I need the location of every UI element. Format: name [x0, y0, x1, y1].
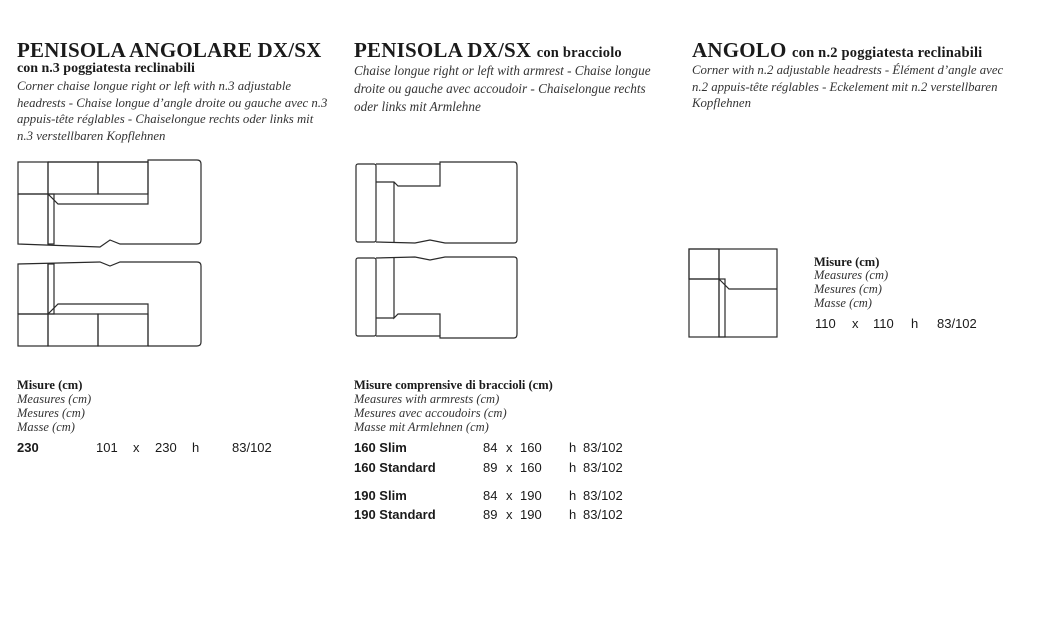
width-value: 89 [483, 507, 498, 522]
height-symbol: h [569, 507, 577, 522]
times-sign: x [133, 440, 140, 455]
desc-line: Kopflehnen [692, 96, 751, 110]
desc-line: headrests - Chaise longue d’angle droite ou gauche avec n.3 [17, 95, 328, 110]
times-sign: x [506, 507, 513, 522]
model-name: 190 Slim [354, 488, 407, 503]
depth-value: 110 [873, 316, 894, 331]
side-backrest [719, 279, 725, 337]
desc-line: oder links mit Armlehne [354, 99, 481, 114]
height-symbol: h [569, 440, 577, 455]
section1-title: PENISOLA ANGOLARE DX/SX [17, 38, 322, 62]
height-symbol: h [569, 488, 577, 503]
section2-measures-translations: Measures with armrests (cm) Mesures avec accoudoirs (cm) Masse mit Armlehnen (cm) [354, 392, 507, 434]
depth-value: 160 [520, 440, 542, 455]
desc-line: droite ou gauche avec accoudoir - Chaiselongue rechts [354, 81, 646, 96]
times-sign: x [506, 460, 513, 475]
width-value: 84 [483, 488, 498, 503]
height-symbol: h [192, 440, 200, 455]
section1-measures-label: Misure (cm) [17, 378, 83, 392]
section3-measures-translations: Measures (cm) Mesures (cm) Masse (cm) [814, 268, 889, 310]
section2-title: PENISOLA DX/SX [354, 38, 532, 62]
height-value: 83/102 [583, 440, 623, 455]
depth-value: 160 [520, 460, 542, 475]
model-name: 190 Standard [354, 507, 436, 522]
height-value: 83/102 [937, 316, 977, 331]
section2-measures-label: Misure comprensive di braccioli (cm) [354, 378, 553, 392]
section3-title: ANGOLO [692, 38, 787, 62]
height-symbol: h [569, 460, 577, 475]
desc-line: n.2 appuis-tête réglables - Eckelement mit n.2 verstellbaren [692, 79, 998, 94]
times-sign: x [852, 316, 859, 331]
desc-line: Chaise longue right or left with armrest - Chaise longue [354, 63, 651, 78]
corner-seat [689, 249, 719, 279]
model-name: 230 [17, 440, 39, 455]
corner-outline [689, 249, 777, 337]
desc-line: Corner with n.2 adjustable headrests - Élément d’angle avec [692, 63, 1004, 77]
width-value: 101 [96, 440, 118, 455]
section1-measures-translations: Measures (cm) Mesures (cm) Masse (cm) [17, 392, 92, 434]
depth-value: 190 [520, 507, 542, 522]
section3-title-suffix: con n.2 poggiatesta reclinabili [792, 45, 983, 61]
width-value: 89 [483, 460, 498, 475]
height-value: 83/102 [583, 488, 623, 503]
times-sign: x [506, 440, 513, 455]
depth-value: 230 [155, 440, 177, 455]
height-symbol: h [911, 316, 919, 331]
height-value: 83/102 [232, 440, 272, 455]
width-value: 110 [815, 316, 836, 331]
backrest [689, 249, 777, 337]
model-name: 160 Slim [354, 440, 407, 455]
desc-line: appuis-tête réglables - Chaiselongue rechts oder links mit [17, 112, 314, 126]
section1-subtitle: con n.3 poggiatesta reclinabili [17, 61, 195, 76]
section2-title-suffix: con bracciolo [536, 45, 622, 61]
model-name: 160 Standard [354, 460, 436, 475]
width-value: 84 [483, 440, 498, 455]
times-sign: x [506, 488, 513, 503]
height-value: 83/102 [583, 507, 623, 522]
depth-value: 190 [520, 488, 542, 503]
desc-line: Corner chaise longue right or left with n.3 adjustable [17, 79, 292, 93]
desc-line: n.3 verstellbaren Kopflehnen [17, 128, 166, 143]
height-value: 83/102 [583, 460, 623, 475]
section3-measures-label: Misure (cm) [814, 255, 880, 269]
